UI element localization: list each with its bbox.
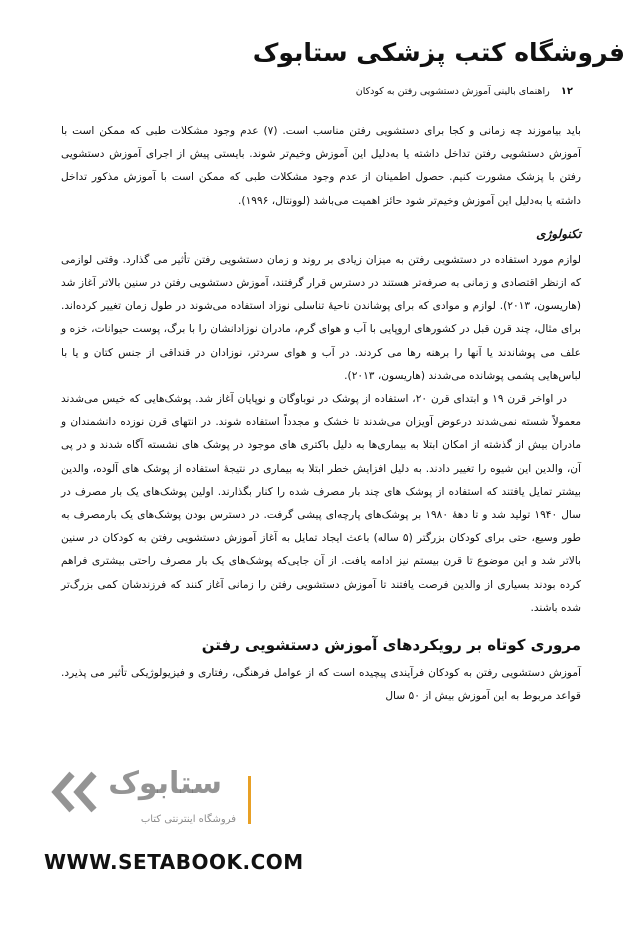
store-title: فروشگاه کتب پزشکی ستابوک (252, 38, 625, 67)
publisher-watermark (40, 762, 304, 912)
watermark-divider (248, 776, 251, 824)
paragraph-1: باید بیاموزند چه زمانی و کجا برای دستشویی رفتن مناسب است. (۷) عدم وجود مشکلات طبی که ممکن است با آموزش دستشویی رفتن تداخل داشته یا به‌دلیل این آموزش وخیم‌تر شوند. بایستی پیش از اجرای آموزش دستشویی رفتن با پزشک مشورت کنیم. حصول اطمینان از عدم وجود مشکلات طبی که ممکن است با آموزش مذکور تداخل داشته یا به‌دلیل این آموزش وخیم‌تر شود حائز اهمیت می‌باشد (لوونتال، ۱۹۹۶). (61, 125, 581, 207)
watermark-logo: ستابوک (108, 766, 222, 801)
paragraph-4: آموزش دستشویی رفتن به کودکان فرآیندی پیچیده است که از عوامل فرهنگی، رفتاری و فیزیولوژیکی تأثیر می پذیرد. قواعد مربوط به این آموزش بیش از ۵۰ سال (61, 667, 581, 703)
running-head (53, 86, 573, 97)
subheading-technology: تکنولوژی (536, 226, 581, 241)
paragraph-2: لوازم مورد استفاده در دستشویی رفتن به میزان زیادی بر روند و زمان دستشویی رفتن تأثیر می گذارد. وقتی لوازمی که ازنظر اقتصادی و زمانی به صرفه‌تر هستند در دسترس قرار گرفتند، آموزش دستشویی رفتن در سنین بالاتر آغاز شد (هاریسون، ۲۰۱۳). لوازم و موادی که برای پوشاندن ناحیهٔ تناسلی نوزاد استفاده می‌شوند در طول زمان تغییر کرده‌اند. برای مثال، چند قرن قبل در کشورهای اروپایی با آب و هوای گرم، مادران نوزادانشان را با برگ، پوست حیوانات، خزه و علف می پوشاندند یا آنها را برهنه رها می کردند. در آب و هوای سردتر، نوزادان در قنداقی از جنس کتان و یا با لباس‌هایی پشمی پوشانده می‌شدند (هاریسون، ۲۰۱۳). (61, 253, 581, 382)
watermark-tagline: فروشگاه اینترنتی کتاب (140, 814, 236, 825)
section-heading: مروری کوتاه بر رویکردهای آموزش دستشویی رفتن (201, 636, 581, 655)
chevron-left-icon (50, 770, 102, 814)
page-number: ۱۲ (560, 86, 573, 97)
page-content (61, 120, 581, 708)
paragraph-3: در اواخر قرن ۱۹ و ابتدای قرن ۲۰، استفاده از پوشک در نوباوگان و نوپایان آغاز شد. پوشک‌هایی که خیس می‌شدند معمولاً شسته نمی‌شدند درعوض آویزان می‌شدند تا خشک و مجدداً استفاده شوند. در انتهای قرن نوزده دانشمندان و مادران بیش از گذشته از امکان ابتلا به بیماری‌ها به دلیل باکتری های موجود در پوشک های نشسته آگاه شدند و در پی آن، والدین این شیوه را تغییر دادند. به دلیل افزایش خطر ابتلا به بیماری در نتیجهٔ استفاده از پوشک های آلوده، والدین بیشتر تمایل یافتند که استفاده از پوشک های چند بار مصرف شده را کنار بگذارند. اولین پوشک‌های یک بار مصرف در سال ۱۹۴۰ تولید شد و تا دههٔ ۱۹۸۰ بر پوشک‌های پارچه‌ای پیشی گرفت. در دسترس بودن پوشک‌های یک بارمصرف به طور وسیع، حتی برای کودکان بزرگتر (۵ ساله) باعث ایجاد تمایل به آغاز آموزش دستشویی رفتن به کودکان در سنین بالاتر شد و این موضوع تا قرن بیستم نیز ادامه یافت. از آن جایی‌که پوشک‌های یک بار مصرف راحتی بیشتری فراهم کرده بودند بسیاری از والدین فرصت یافتند تا آموزش دستشویی رفتن را زمانی آغاز کنند که فرزندشان کمی بزرگ‌تر شده باشند. (61, 393, 581, 614)
book-title: راهنمای بالینی آموزش دستشویی رفتن به کودکان (355, 86, 550, 97)
watermark-url: WWW.SETABOOK.COM (44, 850, 304, 874)
